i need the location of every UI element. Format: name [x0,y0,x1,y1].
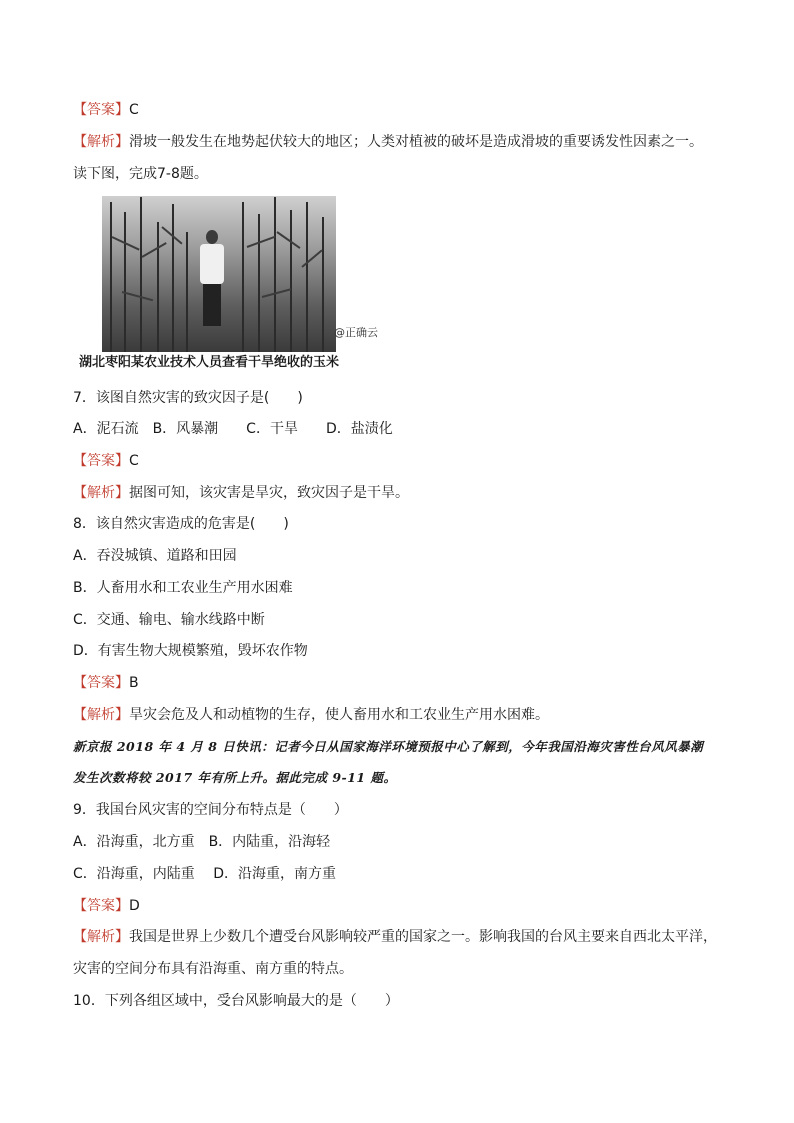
answer-tag: 【答案】 [73,453,129,469]
answer-value: C [129,102,139,118]
analysis-text: 旱灾会危及人和动植物的生存，使人畜用水和工农业生产用水困难。 [129,707,549,723]
photo-caption: 湖北枣阳某农业技术人员查看干旱绝收的玉米 [79,355,340,370]
answer-value: D [129,898,140,914]
analysis-text: 我国是世界上少数几个遭受台风影响较严重的国家之一。影响我国的台风主要来自西北太平洋， [129,929,717,945]
q8-option-d: D．有害生物大规模繁殖，毁坏农作物 [73,643,308,659]
person-legs [203,284,221,326]
analysis-line-q6 [73,132,703,152]
person-head [206,230,218,244]
analysis-text: 据图可知，该灾害是旱灾，致灾因子是干旱。 [129,485,409,501]
news-line-1: 新京报 2018 年 4 月 8 日快讯：记者今日从国家海洋环境预报中心了解到，今年我国沿海灾害性台风风暴潮 [73,739,704,754]
q8-option-a: A．吞没城镇、道路和田园 [73,548,237,564]
analysis-line-q9-cont: 灾害的空间分布具有沿海重、南方重的特点。 [73,961,353,977]
q8-stem: 8．该自然灾害造成的危害是( ) [73,516,289,532]
q7-stem: 7．该图自然灾害的致灾因子是( ) [73,390,303,406]
q8-option-b: B．人畜用水和工农业生产用水困难 [73,580,293,596]
analysis-tag: 【解析】 [73,485,129,501]
answer-value: C [129,453,139,469]
intro-7-8: 读下图，完成7-8题。 [73,166,208,182]
q8-option-c: C．交通、输电、输水线路中断 [73,612,265,628]
answer-tag: 【答案】 [73,675,129,691]
news-line-2: 发生次数将较 2017 年有所上升。据此完成 9-11 题。 [73,770,397,785]
answer-value: B [129,675,139,691]
q9-options-ab: A．沿海重，北方重 B．内陆重，沿海轻 [73,834,331,850]
answer-line-q7 [73,451,139,471]
drought-corn-photo [102,196,336,352]
q9-options-cd: C．沿海重，内陆重 D．沿海重，南方重 [73,866,337,882]
answer-tag: 【答案】 [73,102,129,118]
answer-line-q9 [73,896,140,916]
analysis-line-q8 [73,705,549,725]
photo-watermark: @正确云 [334,326,378,339]
q7-options: A．泥石流 B．风暴潮 C．干旱 D．盐渍化 [73,421,393,437]
analysis-tag: 【解析】 [73,929,129,945]
analysis-tag: 【解析】 [73,707,129,723]
q9-stem: 9．我国台风灾害的空间分布特点是（ ） [73,802,348,818]
answer-line-q8 [73,673,139,693]
person-body [200,244,224,284]
analysis-line-q9 [73,927,717,947]
analysis-text: 滑坡一般发生在地势起伏较大的地区；人类对植被的破坏是造成滑坡的重要诱发性因素之一。 [129,134,703,150]
answer-line-q6 [73,100,139,120]
analysis-line-q7 [73,483,409,503]
answer-tag: 【答案】 [73,898,129,914]
q10-stem: 10．下列各组区域中，受台风影响最大的是（ ） [73,993,399,1009]
analysis-tag: 【解析】 [73,134,129,150]
